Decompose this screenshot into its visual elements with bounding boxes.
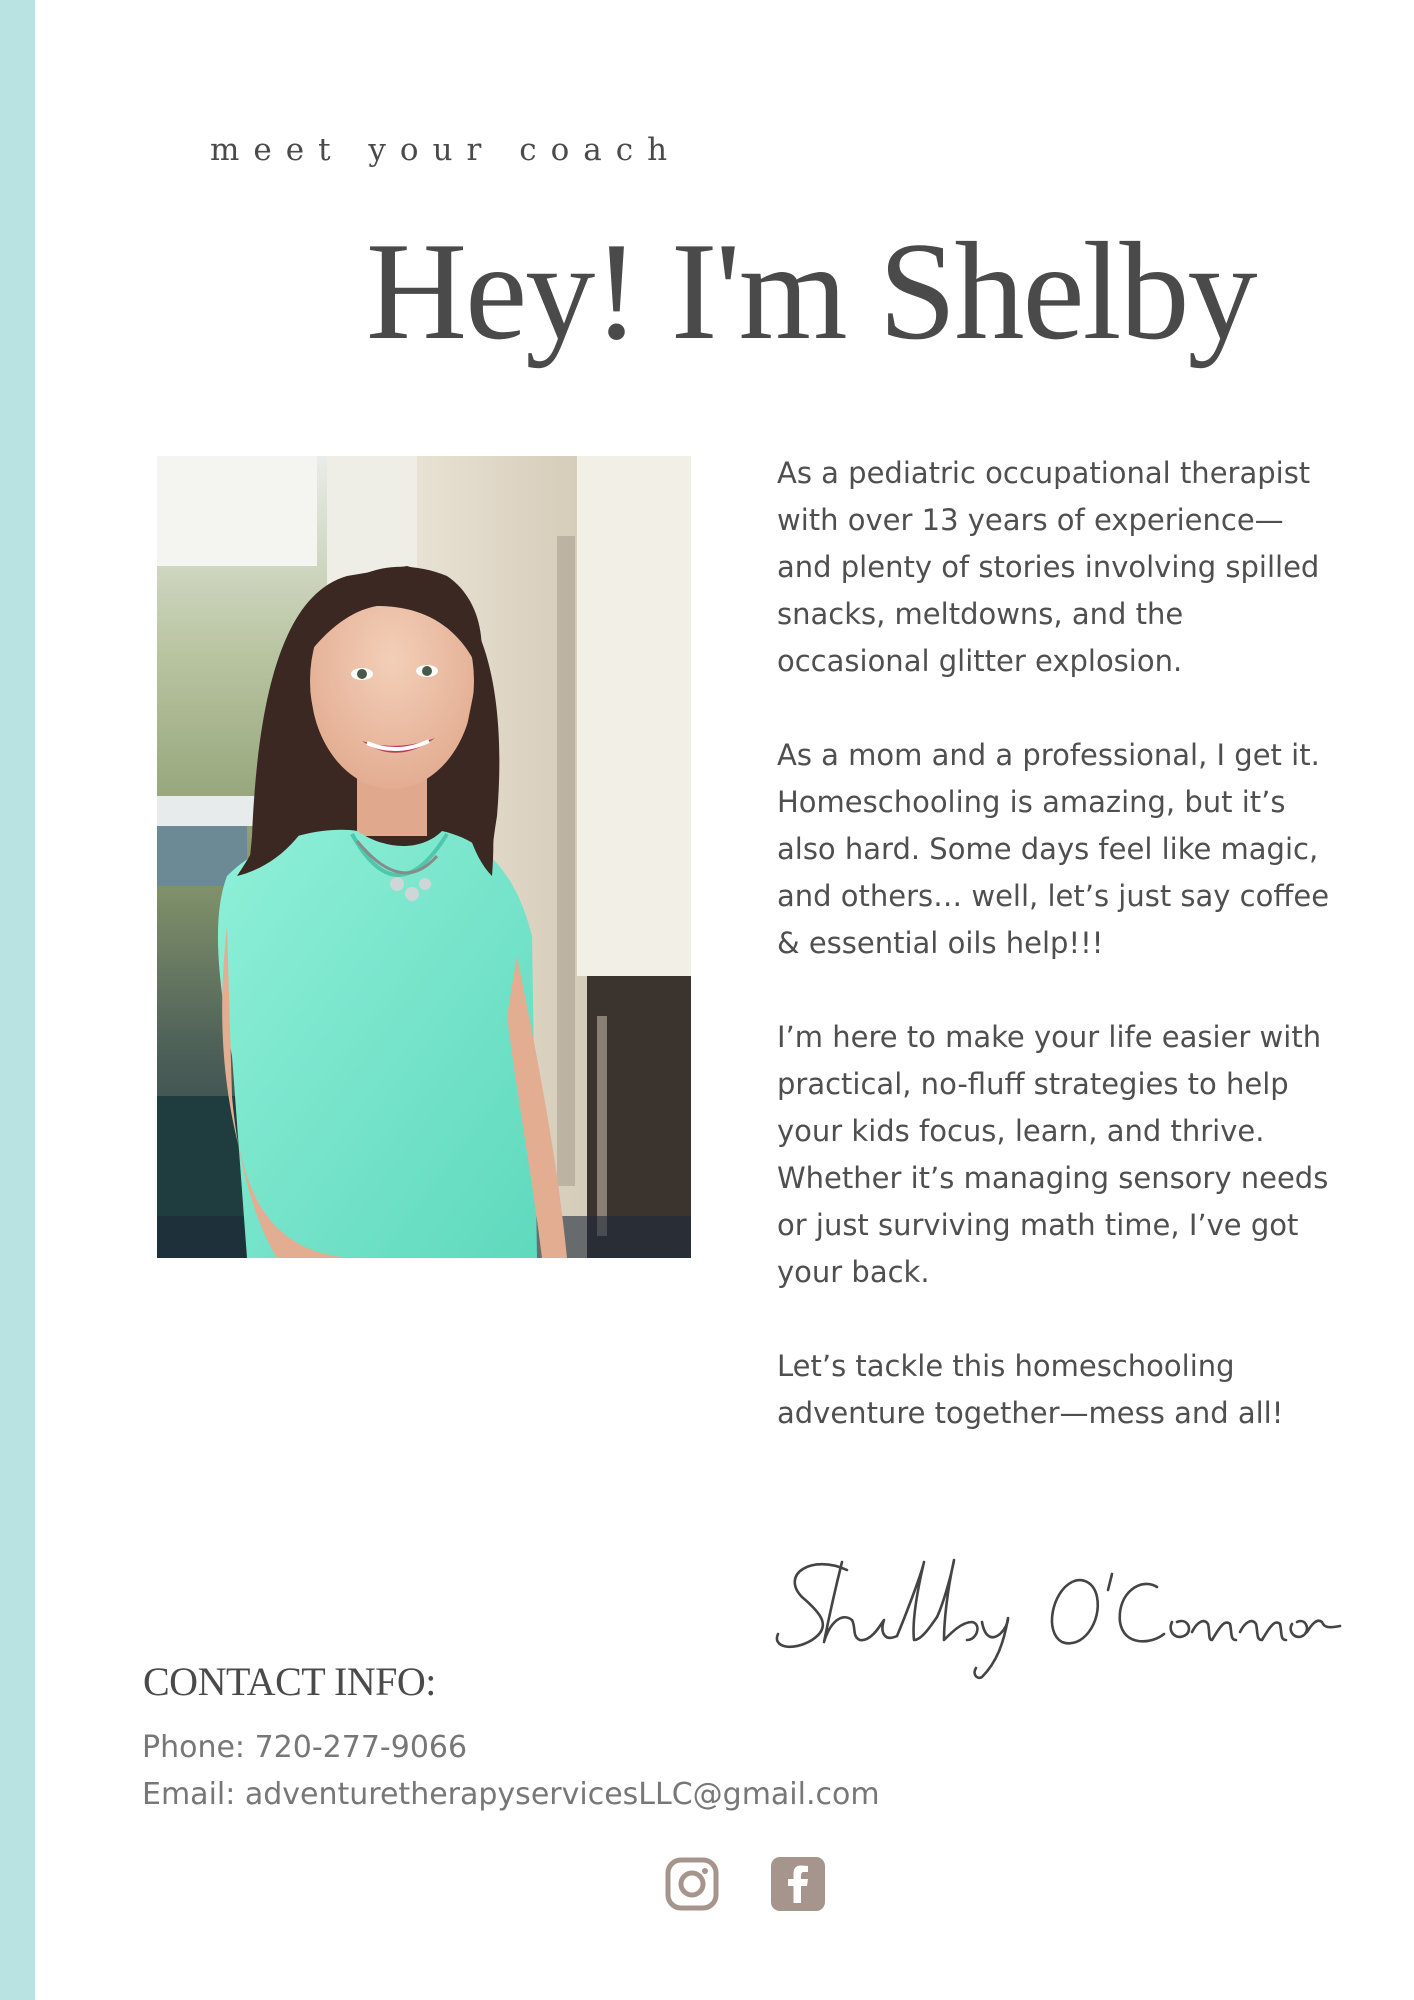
bio-text [777,450,1337,1484]
portrait-photo [157,456,691,1258]
contact-heading: CONTACT INFO: [143,1659,436,1704]
section-kicker: meet your coach [210,132,682,168]
accent-side-bar [0,0,35,2000]
signature [772,1552,1342,1686]
email-address: Email: adventuretherapyservicesLLC@gmail.com [142,1777,880,1812]
bio-paragraph: As a mom and a professional, I get it. Homeschooling is amazing, but it’s also hard. Some days feel like magic, and others… well, let’s just say coffee & essential oils help!!! [777,738,1330,960]
bio-paragraph: I’m here to make your life easier with practical, no-fluff strategies to help your kids focus, learn, and thrive. Whether it’s managing sensory needs or just surviving math time, I’ve got your back. [777,1020,1329,1289]
bio-paragraph: As a pediatric occupational therapist with over 13 years of experience—and plenty of stories involving spilled snacks, meltdowns, and the occasional glitter explosion. [777,456,1320,678]
facebook-icon[interactable] [771,1857,825,1911]
phone-number: Phone: 720-277-9066 [142,1730,468,1765]
page-title: Hey! I'm Shelby [366,214,1256,369]
bio-paragraph: Let’s tackle this homeschooling adventure together—mess and all! [777,1349,1284,1430]
instagram-icon[interactable] [665,1857,719,1911]
